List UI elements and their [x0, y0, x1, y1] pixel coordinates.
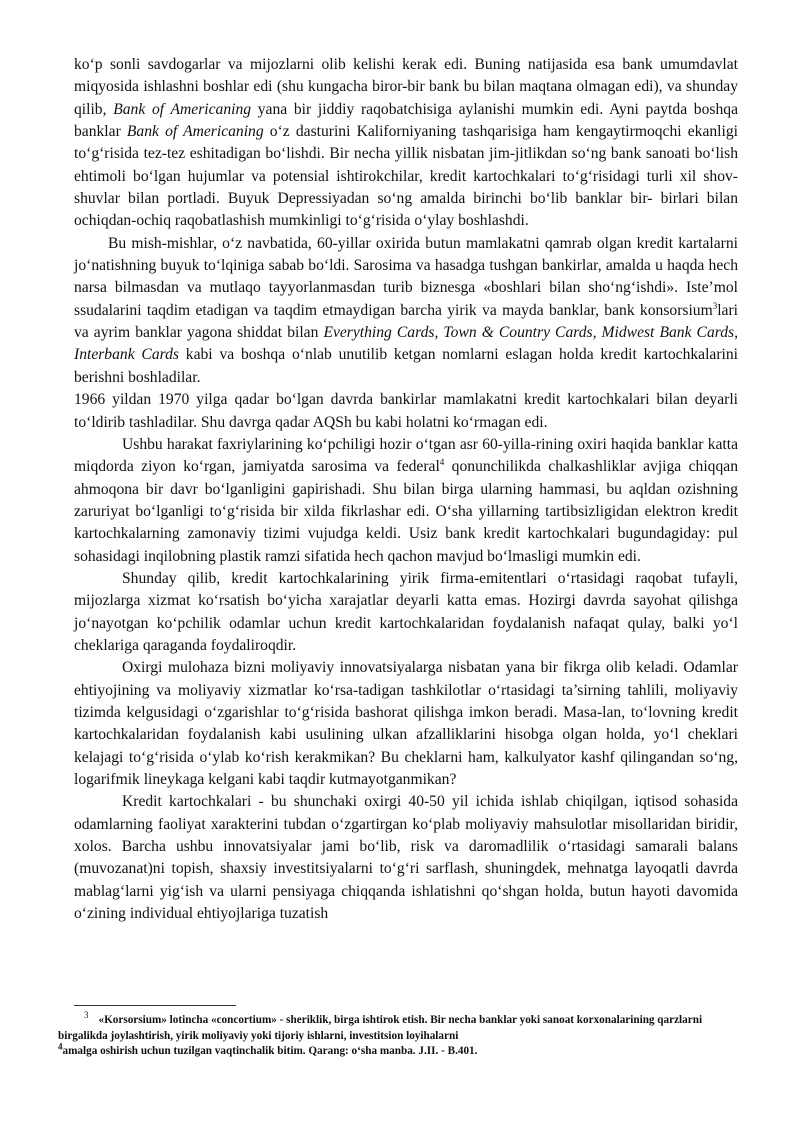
- paragraph-7: [74, 791, 738, 925]
- footnote-4-mark: 4: [58, 1041, 63, 1052]
- paragraph-1-italic-bank-name: Bank of Americaning: [113, 100, 252, 118]
- footnote-4-text: amalga oshirish uchun tuzilgan vaqtinchalik bitim. Qarang: o‘sha manba. J.II. - B.401.: [62, 1045, 478, 1058]
- footnotes: [58, 1010, 742, 1060]
- paragraph-1-italic-bank-name-2: Bank of Americaning: [126, 123, 264, 141]
- paragraph-3: [74, 389, 738, 434]
- paragraph-4: [74, 434, 738, 568]
- paragraph-6: [74, 657, 738, 791]
- paragraph-2-text-c: kabi va boshqa o‘nlab unutilib ketgan nomlarni eslagan holda kredit kartochkalarini berishni boshladilar.: [74, 346, 738, 386]
- paragraph-3-text: 1966 yildan 1970 yilga qadar bo‘lgan davrda bankirlar mamlakatni kredit kartochkalari bilan deyarli to‘ldirib tashladilar. Shu davrga qadar AQSh bu kabi holatni ko‘rmagan edi.: [74, 391, 738, 431]
- footnote-3-text: «Korsorsium» lotincha «concortium» - sheriklik, birga ishtirok etish. Bir necha banklar yoki sanoat korxonalarining qarzlarni birgalikda joylashtirish, yirik moliyaviy yoki tijoriy ishlarni, investitsion loyihalarni: [58, 1014, 703, 1042]
- paragraph-2-italic-card-names: Everything Cards, Town & Country Cards, Midwest Bank Cards, Interbank Cards: [74, 324, 738, 364]
- paragraph-1-text-b: yana bir jiddiy raqobatchisiga aylanishi mumkin edi. Ayni paytda boshqa banklar: [74, 100, 738, 141]
- paragraph-4-text: Ushbu harakat faxriylarining ko‘pchiligi hozir o‘tgan asr 60-yilla-rining oxiri haqida banklar katta miqdorda ziyon ko‘rgan, jamiyatda sarosima va federal: [74, 435, 738, 476]
- footnote-4: [58, 1041, 742, 1060]
- paragraph-7-text: Kredit kartochkalari - bu shunchaki oxirgi 40-50 yil ichida ishlab chiqilgan, iqtisod sohasida odamlarning faoliyat xarakterini tubdan o‘zgartirgan ko‘plab moliyaviy mahsulotlar misollaridan biridir, xolos. Barcha ushbu innovatsiyalar jami bo‘lib, risk va daromadlilik o‘rtasidagi samarali balans (muvozanat)ni topish, shaxsiy investitsiyalarni to‘g‘ri sarflash, shuningdek, mehnatga layoqatli davrda mablag‘larni yig‘ish va ularni pensiyaga chiqqanda ishlatishni qo‘shgan holda, butun hayoti davomida o‘zining individual ehtiyojlariga tuzatish: [74, 793, 738, 923]
- paragraph-5-text: Shunday qilib, kredit kartochkalarining yirik firma-emitentlari o‘rtasidagi raqobat tufayli, mijozlarga xizmat ko‘rsatish bo‘yicha xarajatlar deyarli katta emas. Hozirgi davrda sayohat qilishga jo‘nayotgan ko‘pchilik odamlar uchun kredit kartochkalaridan foydalanish nafaqat qulay, balki yo‘l cheklariga qaraganda foydaliroqdir.: [74, 569, 738, 654]
- paragraph-2: [74, 233, 738, 389]
- paragraph-2-text-b: lari va ayrim banklar yagona shiddat bilan: [74, 301, 738, 342]
- paragraph-1-text: ko‘p sonli savdogarlar va mijozlarni olib kelishi kerak edi. Buning natijasida esa bank umumdavlat miqyosida ishlashni boshlar edi (shu kungacha biror-bir bank bu bilan maqtana olmagan edi), va shunday qilib,: [74, 56, 738, 118]
- paragraph-1-text-c: o‘z dasturini Kaliforniyaning tashqarisiga ham kengaytirmoqchi ekanligi to‘g‘risida tez-tez eshitadigan bo‘lishdi. Bir necha yillik nisbatan jim-jitlikdan so‘ng bank sanoati bo‘lish ehtimoli bo‘lgan hujumlar va potensial ishtirokchilar, kredit kartochkalari to‘g‘risidagi turli xil shov-shuvlar bilan portladi. Buyuk Depressiyadan so‘ng amalda birinchi bo‘lib banklar bir- birlari bilan ochiqdan-ochiq raqobatlashish mumkinligi to‘g‘risida o‘ylay boshlashdi.: [74, 123, 738, 230]
- footnote-separator: [74, 1005, 236, 1006]
- document-body: [74, 54, 738, 925]
- footnote-3: [58, 1010, 742, 1044]
- paragraph-2-text: Bu mish-mishlar, o‘z navbatida, 60-yillar oxirida butun mamlakatni qamrab olgan kredit kartalarni jo‘natishning buyuk to‘lqiniga sabab bo‘ldi. Sarosima va hasadga tushgan bankirlar, amalda u haqda hech narsa bilmasdan va mutlaqo tayyorlanmasdan turib biznesga «boshlari bilan sho‘ng‘ishdi». Iste’mol ssudalarini taqdim etadigan va taqdim etmaydigan barcha yirik va mayda banklar, bank konsorsium: [74, 234, 738, 319]
- footnote-ref-4[interactable]: 4: [439, 457, 445, 467]
- footnote-ref-3[interactable]: 3: [712, 300, 718, 311]
- paragraph-4-text-b: qonunchilikda chalkashliklar avjiga chiqqan ahmoqona bir davr bo‘lganligini gapirishadi. Shu bilan birga ularning hammasi, bu aqldan ozishning zaruriyat bo‘lganligi to‘g‘risida bir xilda fikrlashar edi. O‘sha yillarning tartibsizligidan elektron kredit kartochkalarning zamonaviy tizimi vujudga keldi. Usiz bank kredit kartochkalari bugundagiday: pul sohasidagi inqilobning plastik ramzi sifatida hech qachon mavjud bo‘lmasligi mumkin edi.: [74, 458, 738, 565]
- paragraph-1: [74, 54, 738, 233]
- paragraph-5: [74, 568, 738, 657]
- footnote-3-mark: 3: [84, 1010, 89, 1021]
- paragraph-6-text: Oxirgi mulohaza bizni moliyaviy innovatsiyalarga nisbatan yana bir fikrga olib keladi. Odamlar ehtiyojining va moliyaviy xizmatlar ko‘rsa-tadigan tashkilotlar o‘rtasidagi ta’sirning tahlili, moliyaviy tizimda kelgusidagi o‘zgarishlar to‘g‘risida bashorat qilishga imkon beradi. Masa-lan, to‘lovning kredit kartochkalaridan foydalanish kabi usulining ulkan afzalliklarini hisobga olgan holda, yo‘l cheklari kelajagi to‘g‘risida o‘ylab ko‘rish kerakmikan? Bu cheklarni ham, kalkulyator kashf qilingandan so‘ng, logarifmik lineykaga kelgani kabi taqdir kutmayotganmikan?: [74, 659, 738, 788]
